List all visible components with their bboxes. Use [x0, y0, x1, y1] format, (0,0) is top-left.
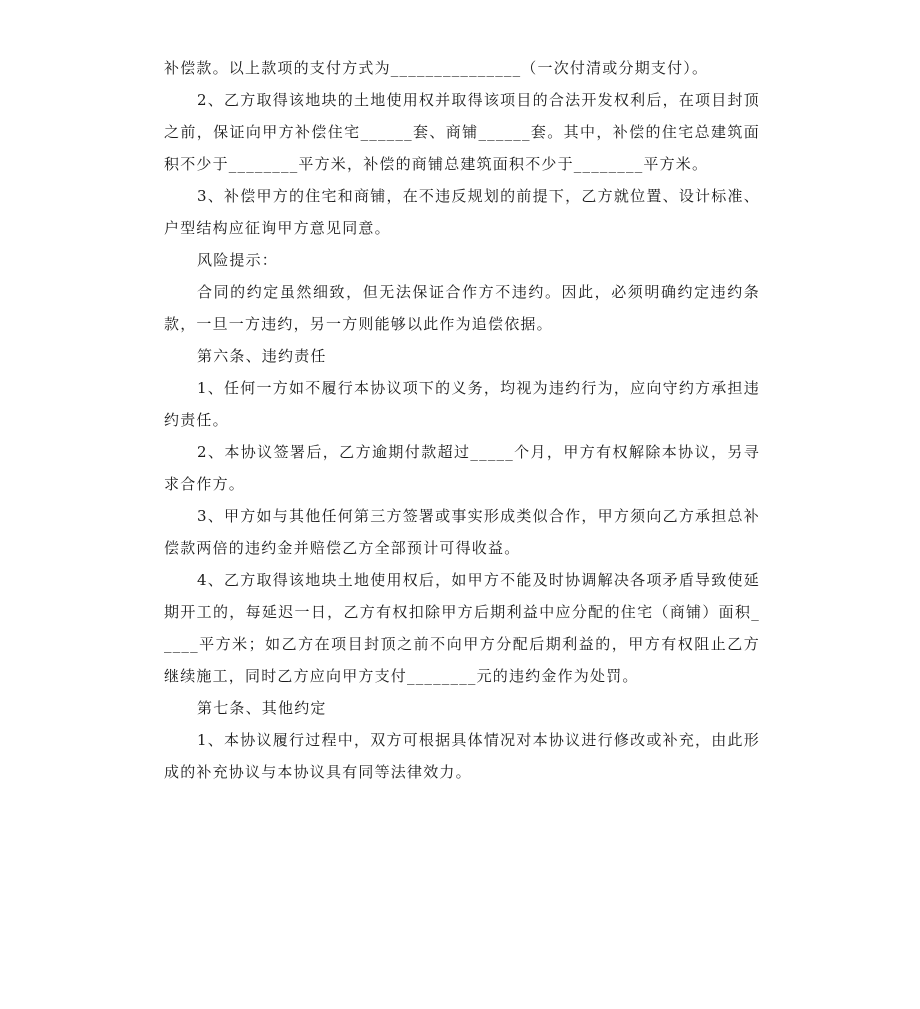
paragraph-article-6-item-4: 4、乙方取得该地块土地使用权后，如甲方不能及时协调解决各项矛盾导致使延期开工的，每延迟一日，乙方有权扣除甲方后期利益中应分配的住宅（商铺）面积_____平方米；如乙方在项目封顶之前不向甲方分配后期利益的，甲方有权阻止乙方继续施工，同时乙方应向甲方支付________元的违约金作为处罚。: [164, 571, 760, 685]
paragraph-article-7-item-1: 1、本协议履行过程中，双方可根据具体情况对本协议进行修改或补充，由此形成的补充协议与本协议具有同等法律效力。: [164, 731, 760, 781]
paragraph-payment-method: 补偿款。以上款项的支付方式为_______________（一次付清或分期支付）。: [164, 59, 709, 77]
article-7-heading: 第七条、其他约定: [197, 699, 327, 717]
article-6-heading: 第六条、违约责任: [197, 347, 327, 365]
paragraph-clause-3-consultation: 3、补偿甲方的住宅和商铺，在不违反规划的前提下，乙方就位置、设计标准、户型结构应征询甲方意见同意。: [164, 187, 760, 237]
risk-notice-heading: 风险提示：: [197, 251, 279, 269]
paragraph-article-6-item-1: 1、任何一方如不履行本协议项下的义务，均视为违约行为，应向守约方承担违约责任。: [164, 379, 760, 429]
paragraph-clause-2-compensation: 2、乙方取得该地块的土地使用权并取得该项目的合法开发权利后，在项目封顶之前，保证向甲方补偿住宅______套、商铺______套。其中，补偿的住宅总建筑面积不少于________平方米，补偿的商铺总建筑面积不少于________平方米。: [164, 91, 760, 173]
document-body: [164, 52, 760, 788]
paragraph-article-6-item-3: 3、甲方如与其他任何第三方签署或事实形成类似合作，甲方须向乙方承担总补偿款两倍的违约金并赔偿乙方全部预计可得收益。: [164, 507, 760, 557]
paragraph-article-6-item-2: 2、本协议签署后，乙方逾期付款超过_____个月，甲方有权解除本协议，另寻求合作方。: [164, 443, 760, 493]
paragraph-risk-notice: 合同的约定虽然细致，但无法保证合作方不违约。因此，必须明确约定违约条款，一旦一方违约，另一方则能够以此作为追偿依据。: [164, 283, 760, 333]
